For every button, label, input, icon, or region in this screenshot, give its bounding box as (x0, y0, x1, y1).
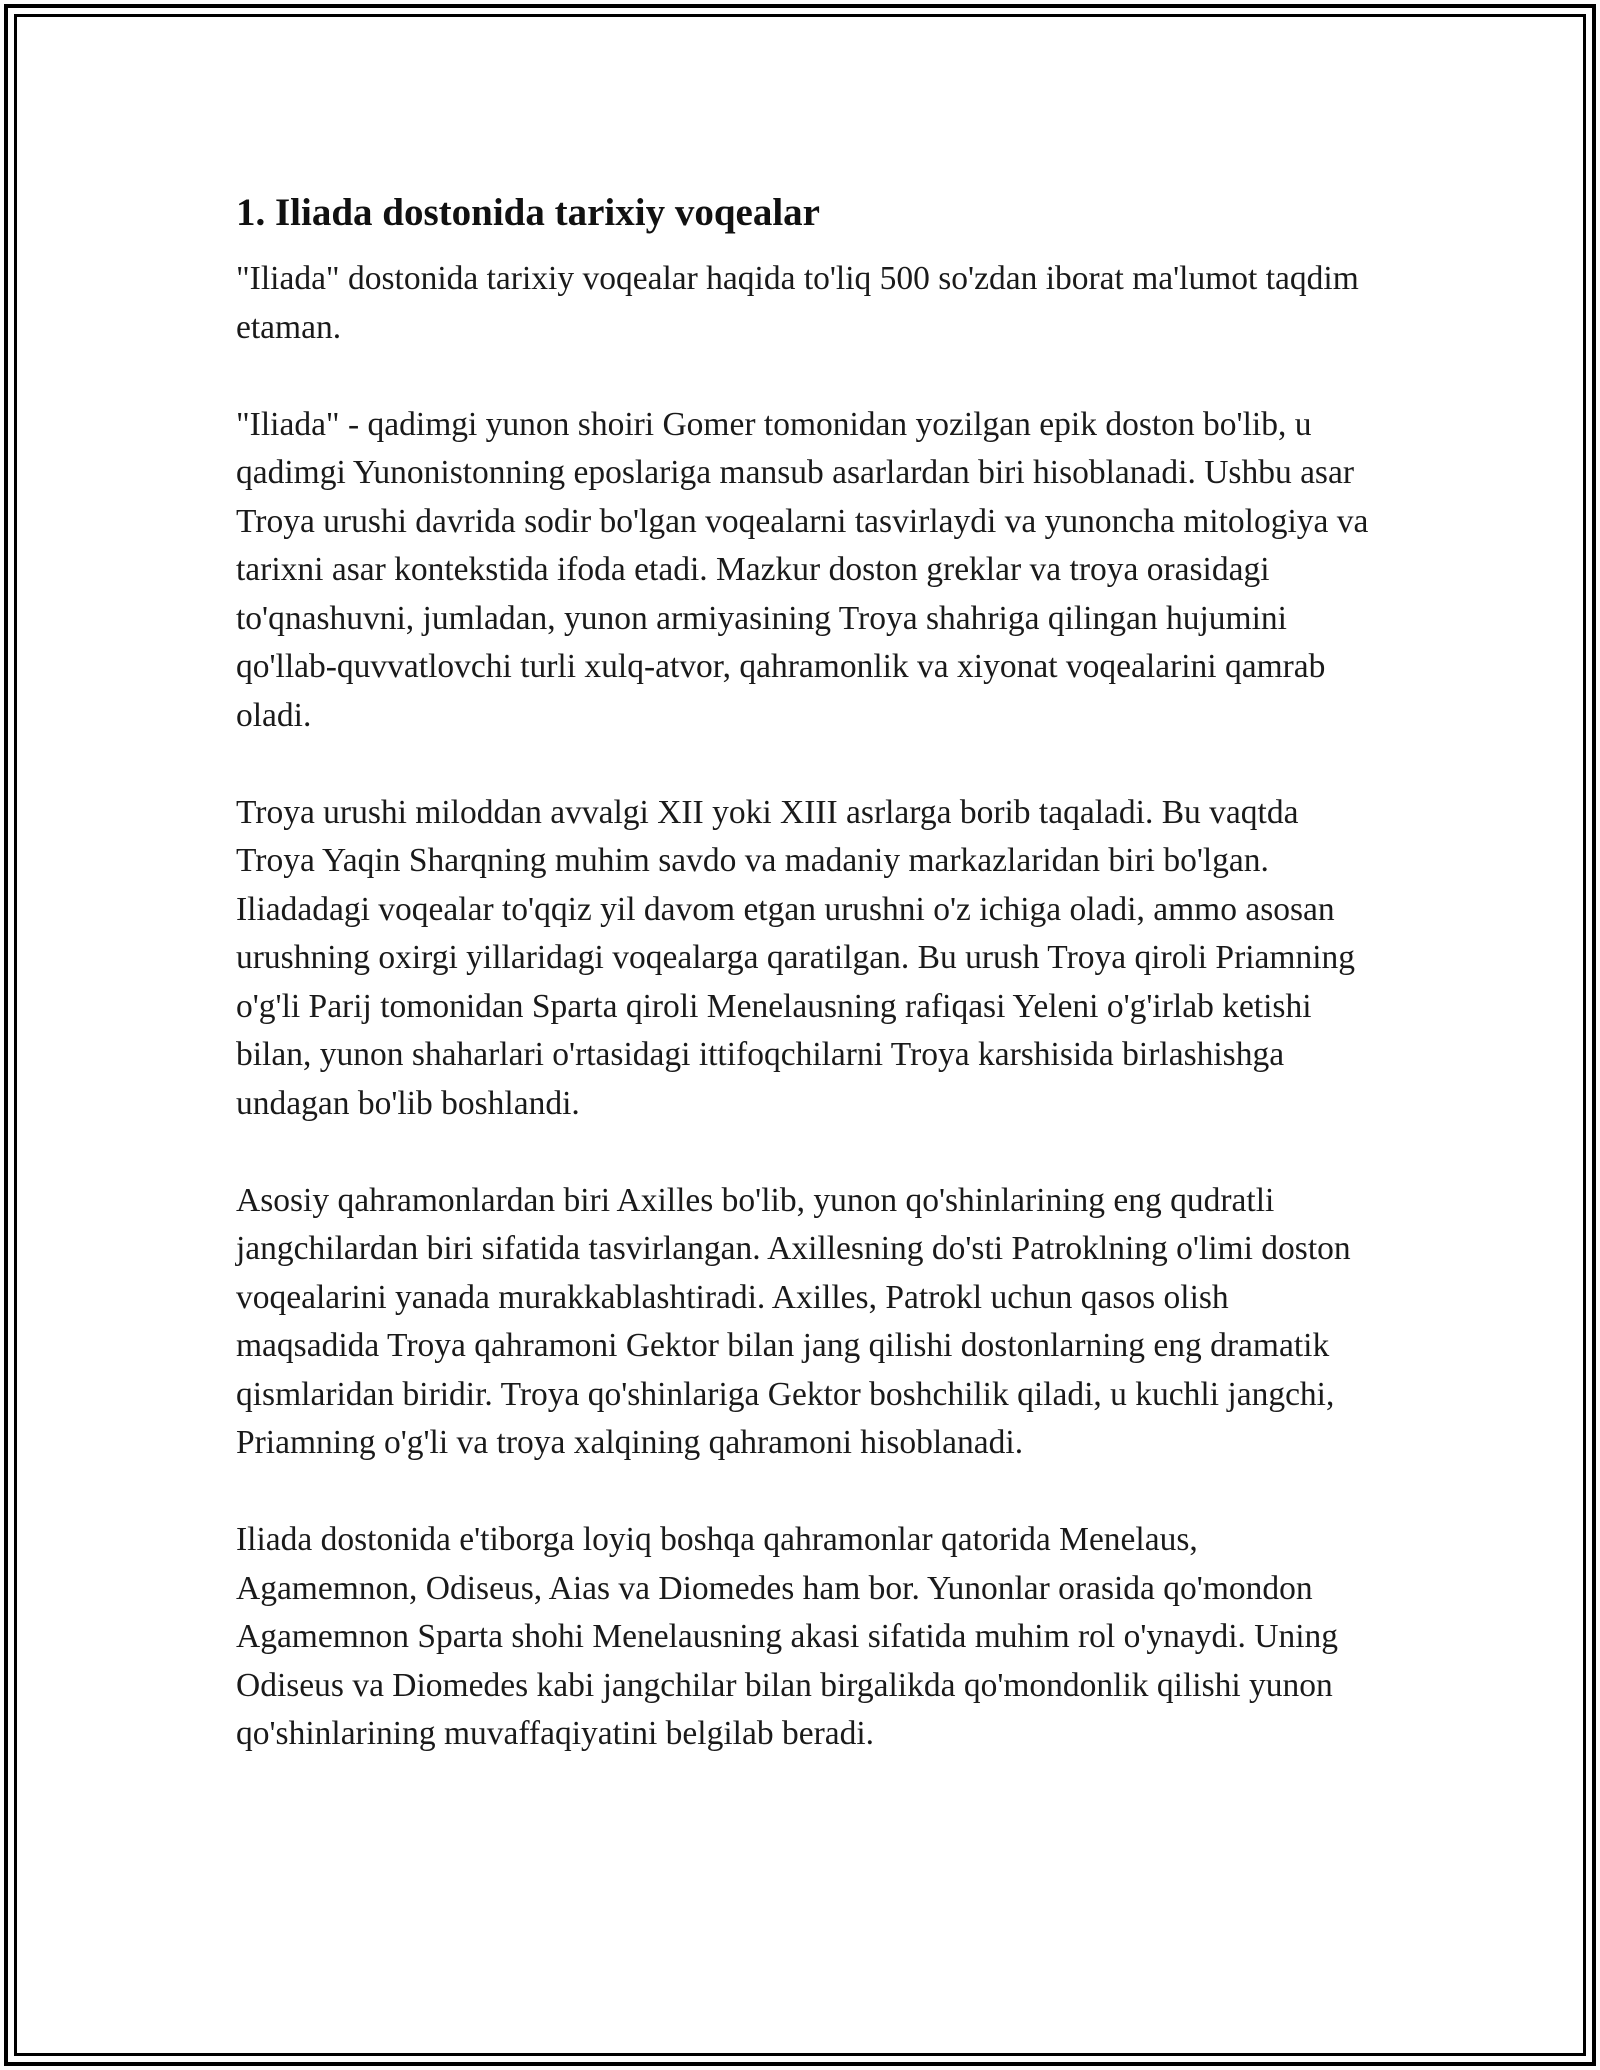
paragraph-overview: "Iliada" - qadimgi yunon shoiri Gomer tomonidan yozilgan epik doston bo'lib, u qadimgi Yunonistonning eposlariga mansub asarlardan biri hisoblanadi. Ushbu asar Troya urushi davrida sodir bo'lgan voqealarni tasvirlaydi va yunoncha mitologiya va tarixni asar kontekstida ifoda etadi. Mazkur doston greklar va troya orasidagi to'qnashuvni, jumladan, yunon armiyasining Troya shahriga qilingan hujumini qo'llab-quvvatlovchi turli xulq-atvor, qahramonlik va xiyonat voqealarini qamrab oladi. (236, 405, 1369, 734)
paragraph-intro: "Iliada" dostonida tarixiy voqealar haqida to'liq 500 so'zdan iborat ma'lumot taqdim etaman. (236, 260, 1359, 346)
paragraph-achilles: Asosiy qahramonlardan biri Axilles bo'lib, yunon qo'shinlarining eng qudratli jangchilardan biri sifatida tasvirlangan. Axillesning do'sti Patroklning o'limi doston voqealarini yanada murakkablashtiradi. Axilles, Patrokl uchun qasos olish maqsadida Troya qahramoni Gektor bilan jang qilishi dostonlarning eng dramatik qismlaridan biridir. Troya qo'shinlariga Gektor boshchilik qiladi, u kuchli jangchi, Priamning o'g'li va troya xalqining qahramoni hisoblanadi. (236, 1181, 1351, 1461)
document-body (236, 185, 1376, 1759)
section-heading: 1. Iliada dostonida tarixiy voqealar (236, 191, 820, 234)
paragraph-troy-war: Troya urushi miloddan avvalgi XII yoki XIII asrlarga borib taqaladi. Bu vaqtda Troya Yaqin Sharqning muhim savdo va madaniy markazlaridan biri bo'lgan. Iliadadagi voqealar to'qqiz yil davom etgan urushni o'z ichiga oladi, ammo asosan urushning oxirgi yillaridagi voqealarga qaratilgan. Bu urush Troya qiroli Priamning o'g'li Parij tomonidan Sparta qiroli Menelausning rafiqasi Yeleni o'g'irlab ketishi bilan, yunon shaharlari o'rtasidagi ittifoqchilarni Troya karshisida birlashishga undagan bo'lib boshlandi. (236, 793, 1356, 1122)
paragraph-other-heroes: Iliada dostonida e'tiborga loyiq boshqa qahramonlar qatorida Menelaus, Agamemnon, Odiseus, Aias va Diomedes ham bor. Yunonlar orasida qo'mondon Agamemnon Sparta shohi Menelausning akasi sifatida muhim rol o'ynaydi. Uning Odiseus va Diomedes kabi jangchilar bilan birgalikda qo'mondonlik qilishi yunon qo'shinlarining muvaffaqiyatini belgilab beradi. (236, 1521, 1339, 1752)
